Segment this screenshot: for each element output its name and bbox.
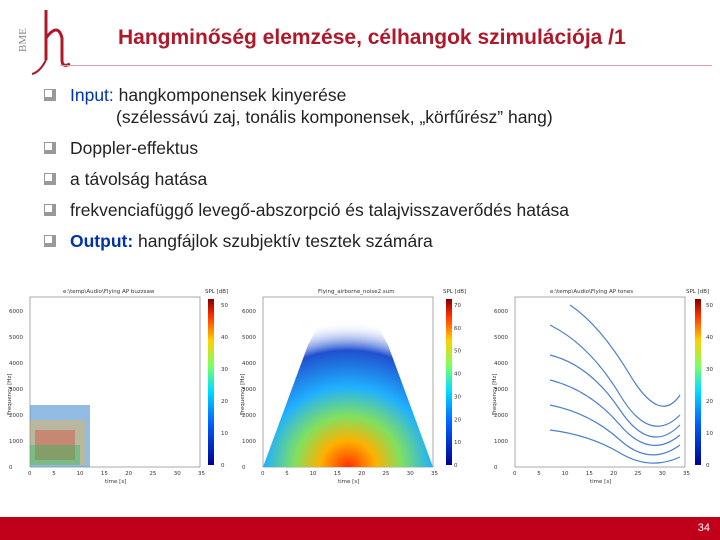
colorbar-tick-label: 0 bbox=[454, 463, 458, 469]
colorbar-tick-label: 50 bbox=[221, 303, 228, 309]
bullet-icon bbox=[44, 173, 56, 185]
x-tick-label: 0 bbox=[261, 471, 265, 477]
x-label: time [s] bbox=[338, 479, 360, 485]
colorbar-tick-label: 40 bbox=[221, 335, 228, 341]
footer-bar bbox=[0, 517, 720, 540]
colorbar-tick-label: 30 bbox=[706, 367, 713, 373]
x-tick-label: 5 bbox=[52, 471, 56, 477]
bullet-subtext: (szélessávú zaj, tonális komponensek, „körfűrész” hang) bbox=[116, 107, 553, 127]
page-number: 34 bbox=[697, 522, 710, 534]
y-tick-label: 4000 bbox=[9, 361, 23, 367]
bullet-text: a távolság hatása bbox=[70, 169, 208, 189]
y-tick-label: 4000 bbox=[242, 361, 256, 367]
y-tick-label: 1000 bbox=[242, 439, 256, 445]
colorbar-label: SPL [dB] bbox=[443, 289, 467, 295]
x-tick-label: 10 bbox=[561, 471, 569, 477]
y-tick-label: 0 bbox=[242, 465, 246, 471]
colorbar-tick-label: 70 bbox=[454, 303, 461, 309]
colorbar-tick-label: 0 bbox=[706, 463, 710, 469]
colorbar-tick-label: 60 bbox=[454, 325, 461, 332]
y-tick-label: 2000 bbox=[9, 413, 23, 419]
x-tick-label: 35 bbox=[683, 471, 690, 477]
y-tick-label: 5000 bbox=[9, 335, 23, 341]
colorbar-tick-label: 10 bbox=[454, 440, 461, 447]
x-label: time [s] bbox=[590, 479, 612, 485]
plot-title: e:\temp\Audio\Flying AP buzzsaw bbox=[63, 289, 155, 295]
y-tick-label: 0 bbox=[494, 465, 498, 471]
y-tick-label: 1000 bbox=[9, 439, 23, 445]
y-label: Frequency [Hz] bbox=[240, 373, 246, 415]
bullet-text: Doppler-effektus bbox=[70, 138, 199, 158]
bullet-output bbox=[42, 230, 702, 252]
colorbar-tick-label: 20 bbox=[454, 417, 461, 424]
bullet-lead: Output: bbox=[70, 231, 134, 251]
colorbar-tick-label: 20 bbox=[221, 399, 228, 405]
bullet-list bbox=[42, 84, 702, 261]
colorbar-tick-label: 0 bbox=[221, 463, 225, 469]
y-tick-label: 3000 bbox=[9, 387, 23, 393]
plot-title: Flying_airborne_noise2.sum bbox=[318, 289, 395, 295]
buzzsaw-pattern bbox=[30, 405, 90, 467]
y-tick-label: 2000 bbox=[242, 413, 256, 419]
x-tick-label: 15 bbox=[100, 471, 108, 477]
y-tick-label: 3000 bbox=[242, 387, 256, 393]
bullet-text: frekvenciafüggő levegő-abszorpció és talajvisszaverődés hatása bbox=[70, 200, 570, 220]
y-tick-label: 1000 bbox=[494, 439, 508, 445]
bullet-icon bbox=[44, 142, 56, 154]
colorbar-tick-label: 50 bbox=[454, 348, 461, 355]
bullet-lead: Input: bbox=[70, 85, 114, 105]
x-tick-label: 25 bbox=[382, 471, 390, 477]
y-tick-label: 4000 bbox=[494, 361, 508, 367]
x-tick-label: 25 bbox=[149, 471, 157, 477]
bullet-icon bbox=[44, 204, 56, 216]
colorbar-label: SPL [dB] bbox=[205, 289, 229, 295]
colorbar-tick-label: 20 bbox=[706, 399, 713, 405]
colorbar-tick-label: 10 bbox=[706, 431, 713, 437]
colorbar-tick-label: 40 bbox=[454, 371, 461, 378]
y-tick-label: 0 bbox=[9, 465, 13, 471]
x-tick-label: 25 bbox=[634, 471, 642, 477]
bullet-icon bbox=[44, 89, 56, 101]
x-tick-label: 20 bbox=[358, 471, 366, 477]
spectrogram-tones bbox=[490, 285, 715, 485]
bullet-doppler bbox=[42, 137, 702, 159]
y-label: Frequency [Hz] bbox=[7, 373, 13, 415]
logo-text: BME bbox=[17, 28, 29, 52]
y-tick-label: 2000 bbox=[494, 413, 508, 419]
x-tick-label: 5 bbox=[285, 471, 289, 477]
colorbar-tick-label: 40 bbox=[706, 335, 713, 341]
y-tick-label: 6000 bbox=[9, 309, 23, 315]
colorbar-label: SPL [dB] bbox=[686, 289, 710, 295]
spectrogram-airborne bbox=[238, 285, 467, 485]
bullet-icon bbox=[44, 235, 56, 247]
bullet-distance bbox=[42, 168, 702, 190]
x-tick-label: 30 bbox=[658, 471, 666, 477]
bullet-absorption bbox=[42, 199, 702, 221]
x-tick-label: 5 bbox=[537, 471, 541, 477]
y-label: Frequency [Hz] bbox=[492, 373, 498, 415]
colorbar-tick-label: 10 bbox=[221, 431, 228, 437]
colorbar-tick-label: 50 bbox=[706, 303, 713, 309]
y-tick-label: 3000 bbox=[494, 387, 508, 393]
x-tick-label: 10 bbox=[76, 471, 84, 477]
y-tick-label: 5000 bbox=[494, 335, 508, 341]
colorbar-tick-label: 30 bbox=[454, 394, 461, 401]
x-tick-label: 15 bbox=[585, 471, 593, 477]
slide-title: Hangminőség elemzése, célhangok szimulációja /1 bbox=[118, 26, 626, 49]
y-tick-label: 5000 bbox=[242, 335, 256, 341]
x-tick-label: 35 bbox=[431, 471, 438, 477]
spectrogram-buzzsaw bbox=[5, 285, 230, 485]
x-tick-label: 15 bbox=[333, 471, 341, 477]
bullet-input bbox=[42, 84, 702, 128]
bullet-text: hangfájlok szubjektív tesztek számára bbox=[133, 231, 433, 251]
x-tick-label: 30 bbox=[173, 471, 181, 477]
title-divider bbox=[60, 65, 712, 66]
x-tick-label: 30 bbox=[406, 471, 414, 477]
x-tick-label: 20 bbox=[610, 471, 618, 477]
x-tick-label: 20 bbox=[125, 471, 133, 477]
colorbar-tick-label: 30 bbox=[221, 367, 228, 373]
x-tick-label: 10 bbox=[309, 471, 317, 477]
x-tick-label: 0 bbox=[28, 471, 32, 477]
y-tick-label: 6000 bbox=[242, 309, 256, 315]
bullet-text: hangkomponensek kinyerése bbox=[113, 85, 347, 105]
x-tick-label: 0 bbox=[513, 471, 517, 477]
x-tick-label: 35 bbox=[198, 471, 205, 477]
x-label: time [s] bbox=[105, 479, 127, 485]
y-tick-label: 6000 bbox=[494, 309, 508, 315]
plot-title: e:\temp\Audio\Flying AP tones bbox=[550, 289, 634, 295]
